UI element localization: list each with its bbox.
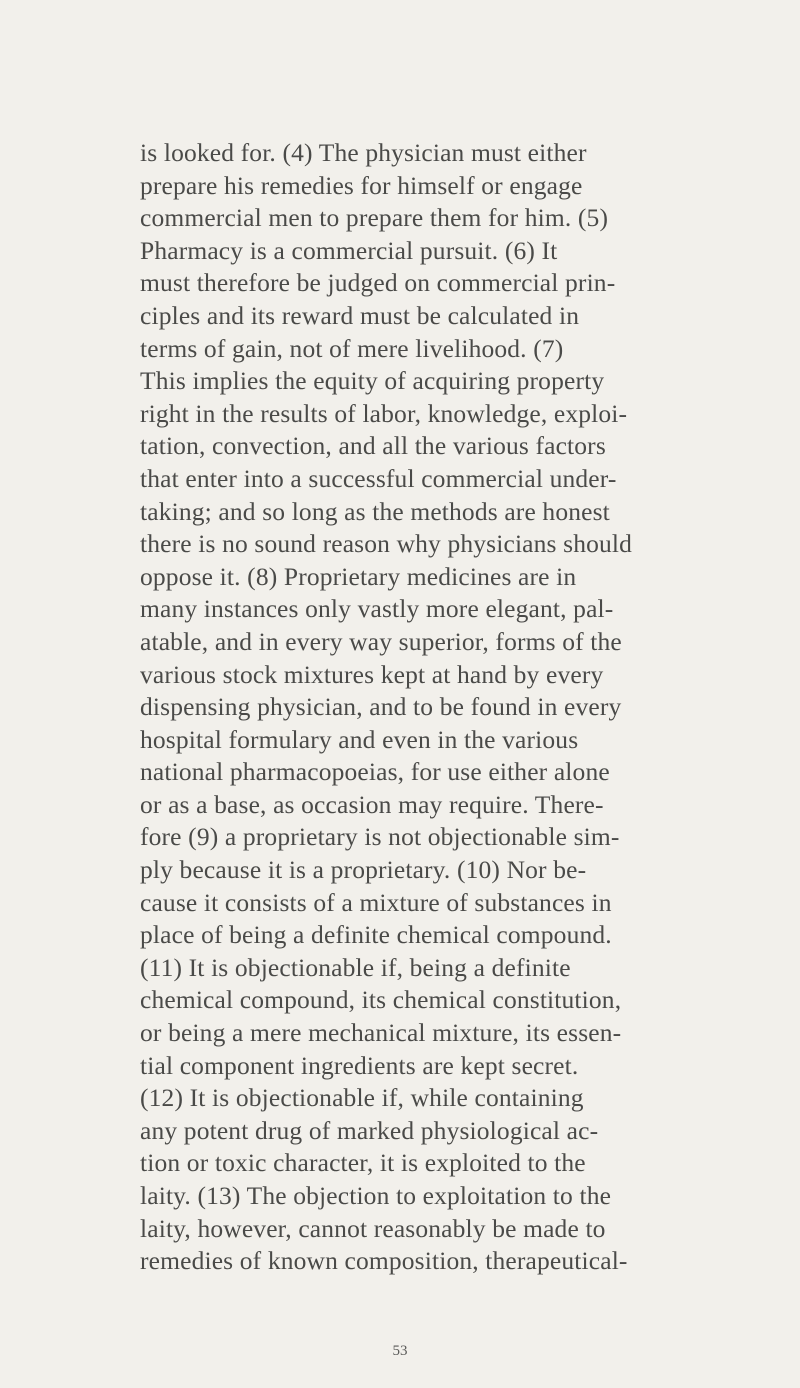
text-line: tial component ingredients are kept secret. <box>140 1050 579 1080</box>
text-line: taking; and so long as the methods are honest <box>140 496 610 526</box>
text-line: Pharmacy is a commercial pursuit. (6) It <box>140 235 558 265</box>
text-line: (11) It is objectionable if, being a definite <box>140 952 571 982</box>
text-line: laity. (13) The objection to exploitation to the <box>140 1181 612 1210</box>
text-line: atable, and in every way superior, forms of the <box>140 626 622 656</box>
text-line: terms of gain, not of mere livelihood. (7) <box>140 333 564 363</box>
text-line: tion or toxic character, it is exploited to the <box>140 1148 586 1178</box>
text-line: is looked for. (4) The physician must either <box>140 138 587 167</box>
text-line: cause it consists of a mixture of substances in <box>140 887 612 917</box>
text-line: or as a base, as occasion may require. There- <box>140 789 604 819</box>
text-line: hospital formulary and even in the various <box>140 724 579 754</box>
text-line: right in the results of labor, knowledge, exploi- <box>140 398 628 428</box>
body-text <box>140 137 680 1278</box>
text-line: This implies the equity of acquiring property <box>140 366 605 396</box>
text-line: laity, however, cannot reasonably be made to <box>140 1213 606 1243</box>
text-line: dispensing physician, and to be found in every <box>140 692 622 722</box>
text-line: ply because it is a proprietary. (10) Nor be- <box>140 855 587 885</box>
page-number: 53 <box>392 1343 408 1359</box>
text-line: that enter into a successful commercial under- <box>140 463 617 493</box>
text-line: ciples and its reward must be calculated in <box>140 300 580 330</box>
text-line: national pharmacopoeias, for use either alone <box>140 757 610 787</box>
text-line: place of being a definite chemical compound. <box>140 920 612 950</box>
text-line: remedies of known composition, therapeutical- <box>140 1246 628 1276</box>
text-line: chemical compound, its chemical constitution, <box>140 985 622 1015</box>
text-line: many instances only vastly more elegant, pal- <box>140 594 614 624</box>
text-line: (12) It is objectionable if, while containing <box>140 1083 584 1113</box>
text-line: various stock mixtures kept at hand by every <box>140 659 604 689</box>
text-line: commercial men to prepare them for him. (5) <box>140 203 609 233</box>
text-line: or being a mere mechanical mixture, its essen- <box>140 1018 622 1048</box>
text-line: prepare his remedies for himself or engage <box>140 170 583 200</box>
text-line: there is no sound reason why physicians should <box>140 529 633 559</box>
text-line: tation, convection, and all the various factors <box>140 431 606 461</box>
text-line: oppose it. (8) Proprietary medicines are in <box>140 561 577 591</box>
text-line: any potent drug of marked physiological ac- <box>140 1115 599 1145</box>
text-line: must therefore be judged on commercial prin- <box>140 268 616 298</box>
text-line: fore (9) a proprietary is not objectionable sim- <box>140 822 620 852</box>
